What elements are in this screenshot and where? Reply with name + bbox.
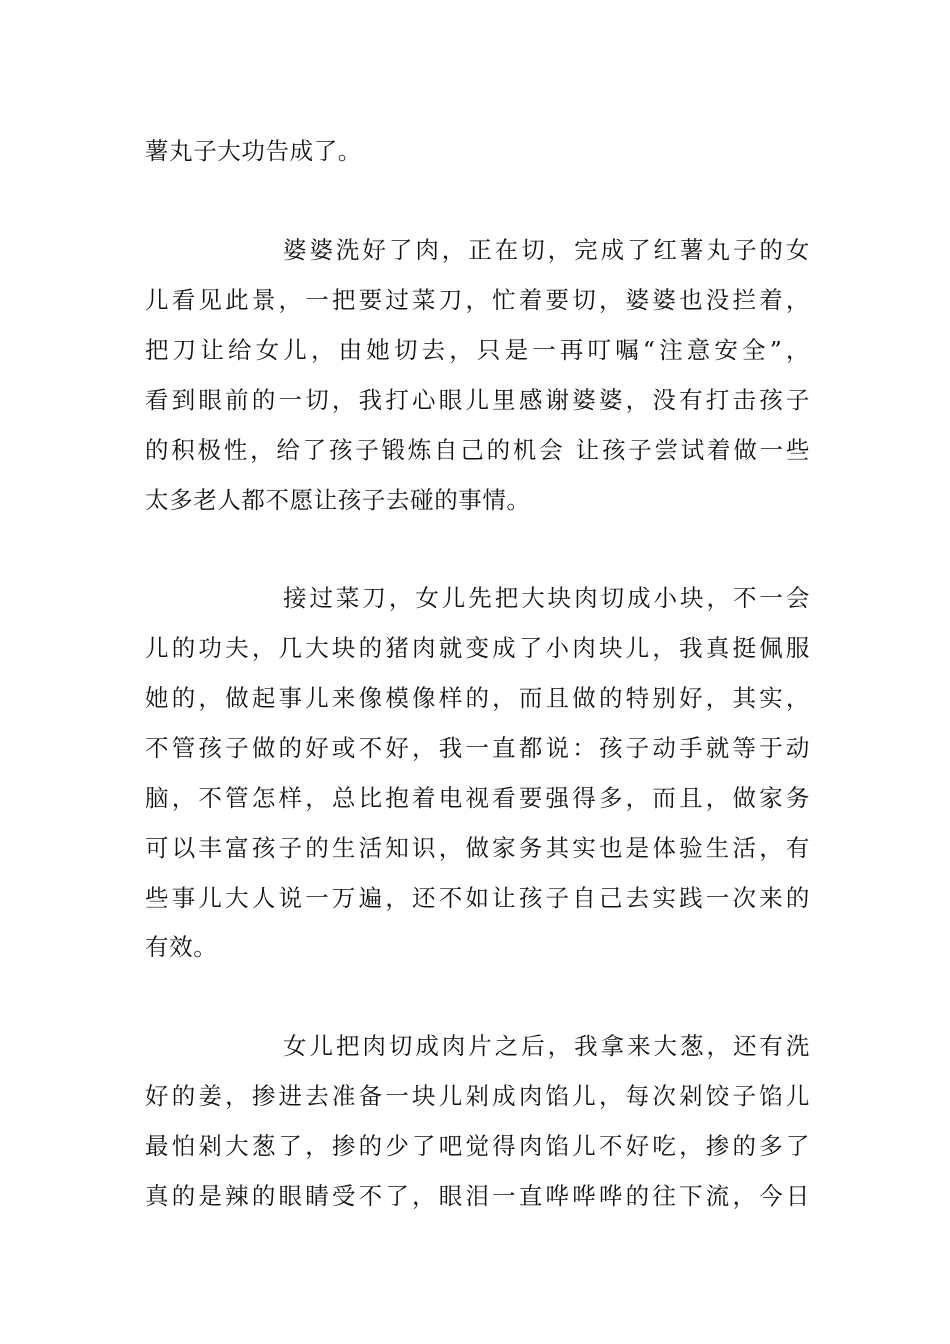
paragraph-3-line-2: 儿的功夫，几大块的猪肉就变成了小肉块儿，我真挺佩服 — [145, 634, 810, 662]
paragraph-3-line-1: 接过菜刀，女儿先把大块肉切成小块，不一会 — [283, 584, 810, 612]
paragraph-3-line-3: 她的，做起事儿来像模像样的，而且做的特别好，其实， — [145, 684, 810, 712]
paragraph-4-line-2: 好的姜，掺进去准备一块儿剁成肉馅儿，每次剁饺子馅儿 — [145, 1082, 810, 1110]
paragraph-2-line-2: 儿看见此景，一把要过菜刀，忙着要切，婆婆也没拦着， — [145, 286, 810, 314]
paragraph-3-line-6: 可以丰富孩子的生活知识，做家务其实也是体验生活，有 — [145, 834, 810, 862]
paragraph-4-line-4: 真的是辣的眼睛受不了，眼泪一直哗哗哗的往下流，今日 — [145, 1182, 810, 1210]
paragraph-3-line-8: 有效。 — [145, 933, 218, 961]
paragraph-1-line-1: 薯丸子大功告成了。 — [145, 137, 362, 165]
paragraph-2-line-5: 的积极性，给了孩子锻炼自己的机会 让孩子尝试着做一些 — [145, 436, 810, 464]
paragraph-2-line-1: 婆婆洗好了肉，正在切，完成了红薯丸子的女 — [283, 236, 810, 264]
paragraph-4-line-3: 最怕剁大葱了，掺的少了吧觉得肉馅儿不好吃，掺的多了 — [145, 1132, 810, 1160]
paragraph-2-line-4: 看到眼前的一切，我打心眼儿里感谢婆婆，没有打击孩子 — [145, 386, 810, 414]
paragraph-3-line-5: 脑，不管怎样，总比抱着电视看要强得多，而且，做家务 — [145, 784, 810, 812]
paragraph-2-line-3: 把刀让给女儿，由她切去，只是一再叮嘱“注意安全”， — [145, 336, 810, 364]
paragraph-3-line-7: 些事儿大人说一万遍，还不如让孩子自己去实践一次来的 — [145, 884, 810, 912]
paragraph-3-line-4: 不管孩子做的好或不好，我一直都说：孩子动手就等于动 — [145, 734, 810, 762]
paragraph-2-line-6: 太多老人都不愿让孩子去碰的事情。 — [145, 486, 531, 514]
paragraph-4-line-1: 女儿把肉切成肉片之后，我拿来大葱，还有洗 — [283, 1032, 810, 1060]
